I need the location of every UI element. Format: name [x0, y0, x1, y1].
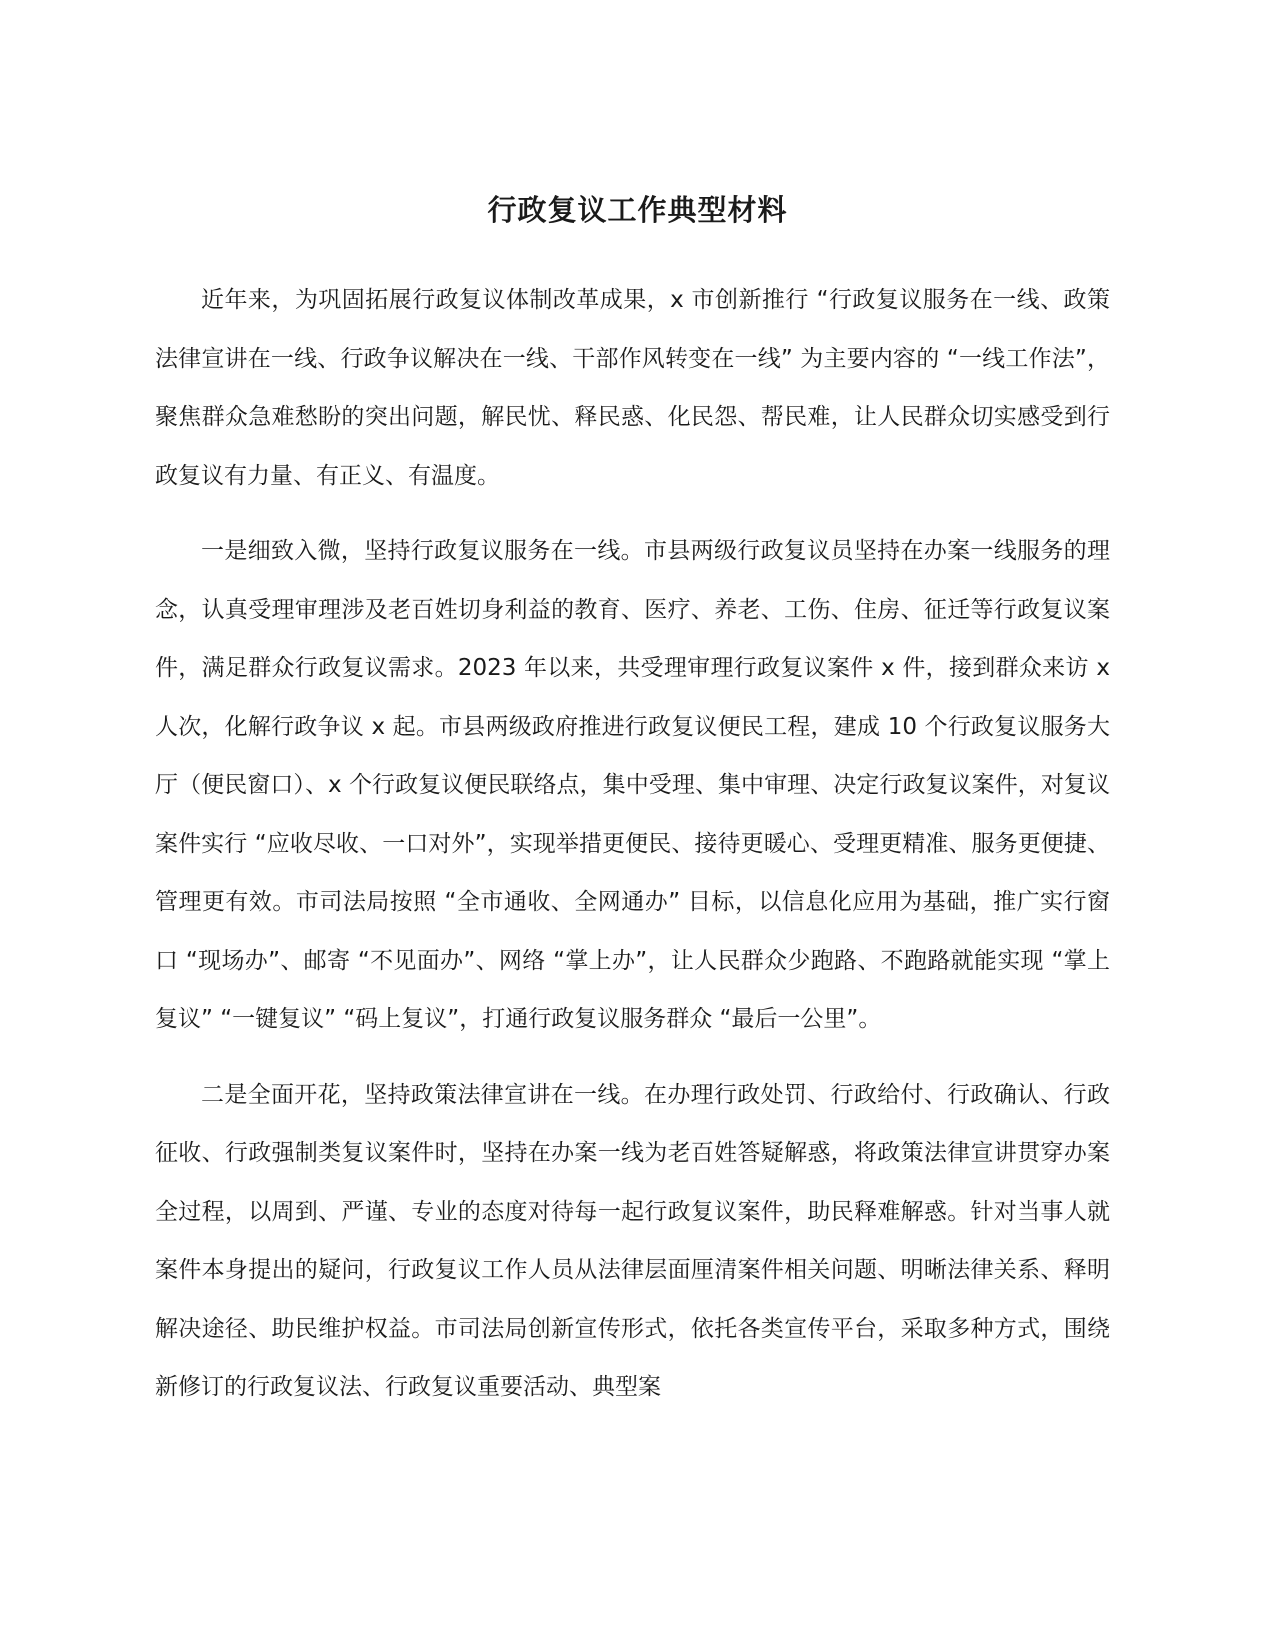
paragraph-intro: 近年来，为巩固拓展行政复议体制改革成果，x 市创新推行 “行政复议服务在一线、政策法律宣讲在一线、行政争议解决在一线、干部作风转变在一线” 为主要内容的 “一线工作法”，聚焦群众急难愁盼的突出问题，解民忧、释民惑、化民怨、帮民难，让人民群众切实感受到行政复议有力量、有正义、有温度。 — [155, 287, 1110, 489]
document-title: 行政复议工作典型材料 — [487, 193, 788, 227]
paragraph-publicity: 二是全面开花，坚持政策法律宣讲在一线。在办理行政处罚、行政给付、行政确认、行政征收、行政强制类复议案件时，坚持在办案一线为老百姓答疑解惑，将政策法律宣讲贯穿办案全过程，以周到、严谨、专业的态度对待每一起行政复议案件，助民释难解惑。针对当事人就案件本身提出的疑问，行政复议工作人员从法律层面厘清案件相关问题、明晰法律关系、释明解决途径、助民维护权益。市司法局创新宣传形式，依托各类宣传平台，采取多种方式，围绕新修订的行政复议法、行政复议重要活动、典型案 — [155, 1081, 1110, 1400]
paragraph-service: 一是细致入微，坚持行政复议服务在一线。市县两级行政复议员坚持在办案一线服务的理念，认真受理审理涉及老百姓切身利益的教育、医疗、养老、工伤、住房、征迁等行政复议案件，满足群众行政复议需求。2023 年以来，共受理审理行政复议案件 x 件，接到群众来访 x 人次，化解行政争议 x 起。市县两级政府推进行政复议便民工程，建成 10 个行政复议服务大厅（便民窗口）、x 个行政复议便民联络点，集中受理、集中审理、决定行政复议案件，对复议案件实行 “应收尽收、一口对外”，实现举措更便民、接待更暖心、受理更精准、服务更便捷、管理更有效。市司法局按照 “全市通收、全网通办” 目标，以信息化应用为基础，推广实行窗口 “现场办”、邮寄 “不见面办”、网络 “掌上办”，让人民群众少跑路、不跑路就能实现 “掌上复议” “一键复议” “码上复议”，打通行政复议服务群众 “最后一公里”。 — [155, 538, 1110, 1032]
document-body — [155, 271, 1110, 1434]
